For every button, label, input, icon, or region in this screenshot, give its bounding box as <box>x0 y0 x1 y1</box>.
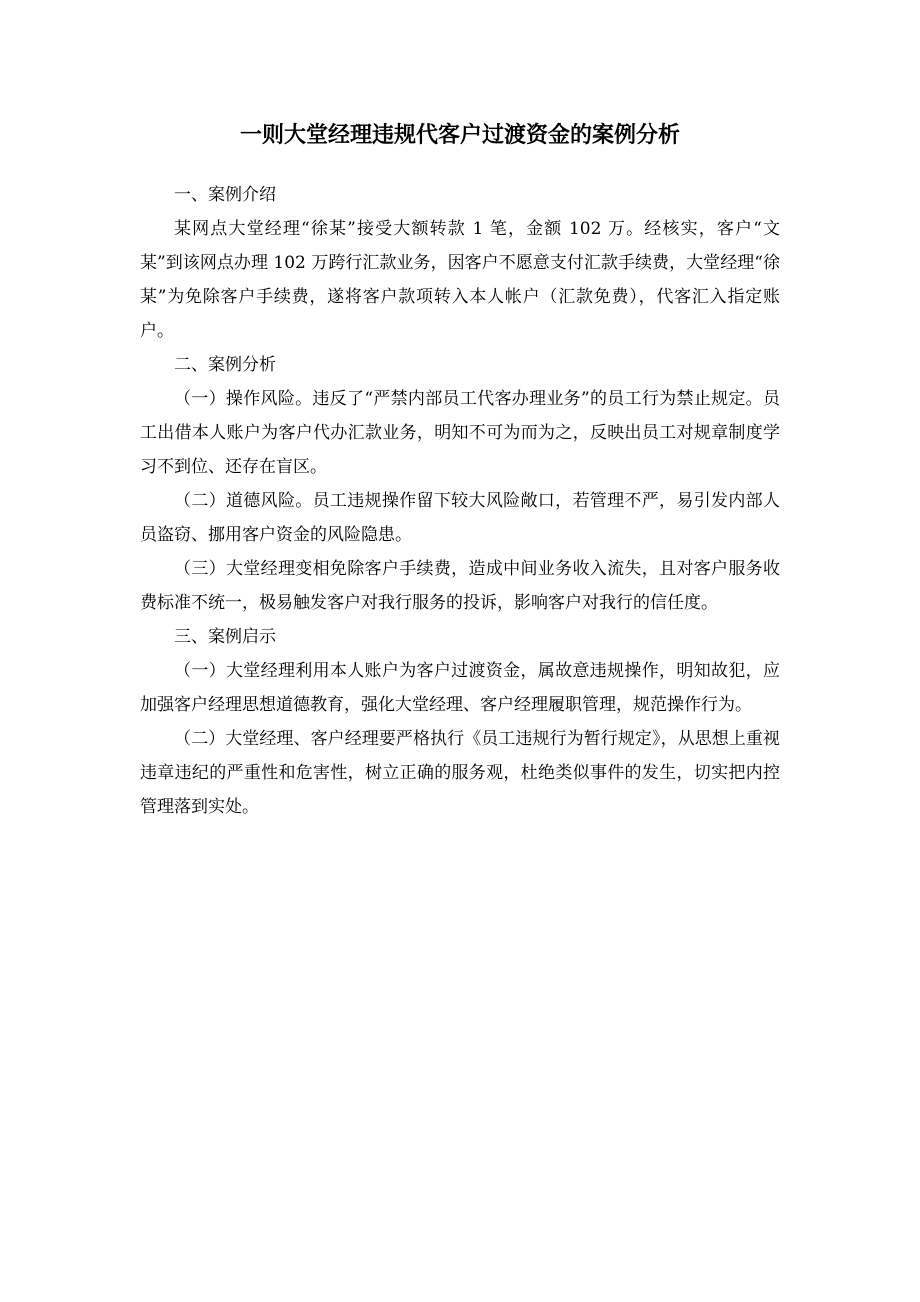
section-heading-analysis: 二、案例分析 <box>174 355 276 375</box>
paragraph-lesson-one: （一）大堂经理利用本人账户为客户过渡资金，属故意违规操作，明知故犯，应加强客户经理思想道德教育，强化大堂经理、客户经理履职管理，规范操作行为。 <box>140 661 780 715</box>
section-heading-intro: 一、案例介绍 <box>174 185 276 205</box>
paragraph-fee-waiver: （三）大堂经理变相免除客户手续费，造成中间业务收入流失，且对客户服务收费标准不统一，极易触发客户对我行服务的投诉，影响客户对我行的信任度。 <box>140 559 780 613</box>
paragraph-lesson-two: （二）大堂经理、客户经理要严格执行《员工违规行为暂行规定》，从思想上重视违章违纪的严重性和危害性，树立正确的服务观，杜绝类似事件的发生，切实把内控管理落到实处。 <box>140 729 780 817</box>
document-title: 一则大堂经理违规代客户过渡资金的案例分析 <box>239 123 680 148</box>
paragraph-moral-risk: （二）道德风险。员工违规操作留下较大风险敞口，若管理不严，易引发内部人员盗窃、挪用客户资金的风险隐患。 <box>140 491 780 545</box>
paragraph-operational-risk: （一）操作风险。违反了“严禁内部员工代客办理业务”的员工行为禁止规定。员工出借本人账户为客户代办汇款业务，明知不可为而为之，反映出员工对规章制度学习不到位、还存在盲区。 <box>140 389 780 477</box>
paragraph-case-description: 某网点大堂经理“徐某”接受大额转款 1 笔，金额 102 万。经核实，客户“文某”到该网点办理 102 万跨行汇款业务，因客户不愿意支付汇款手续费，大堂经理“徐某”为免除客户手续费，遂将客户款项转入本人帐户（汇款免费），代客汇入指定账户。 <box>140 219 780 341</box>
document-body <box>140 178 780 824</box>
section-heading-lessons: 三、案例启示 <box>174 627 276 647</box>
